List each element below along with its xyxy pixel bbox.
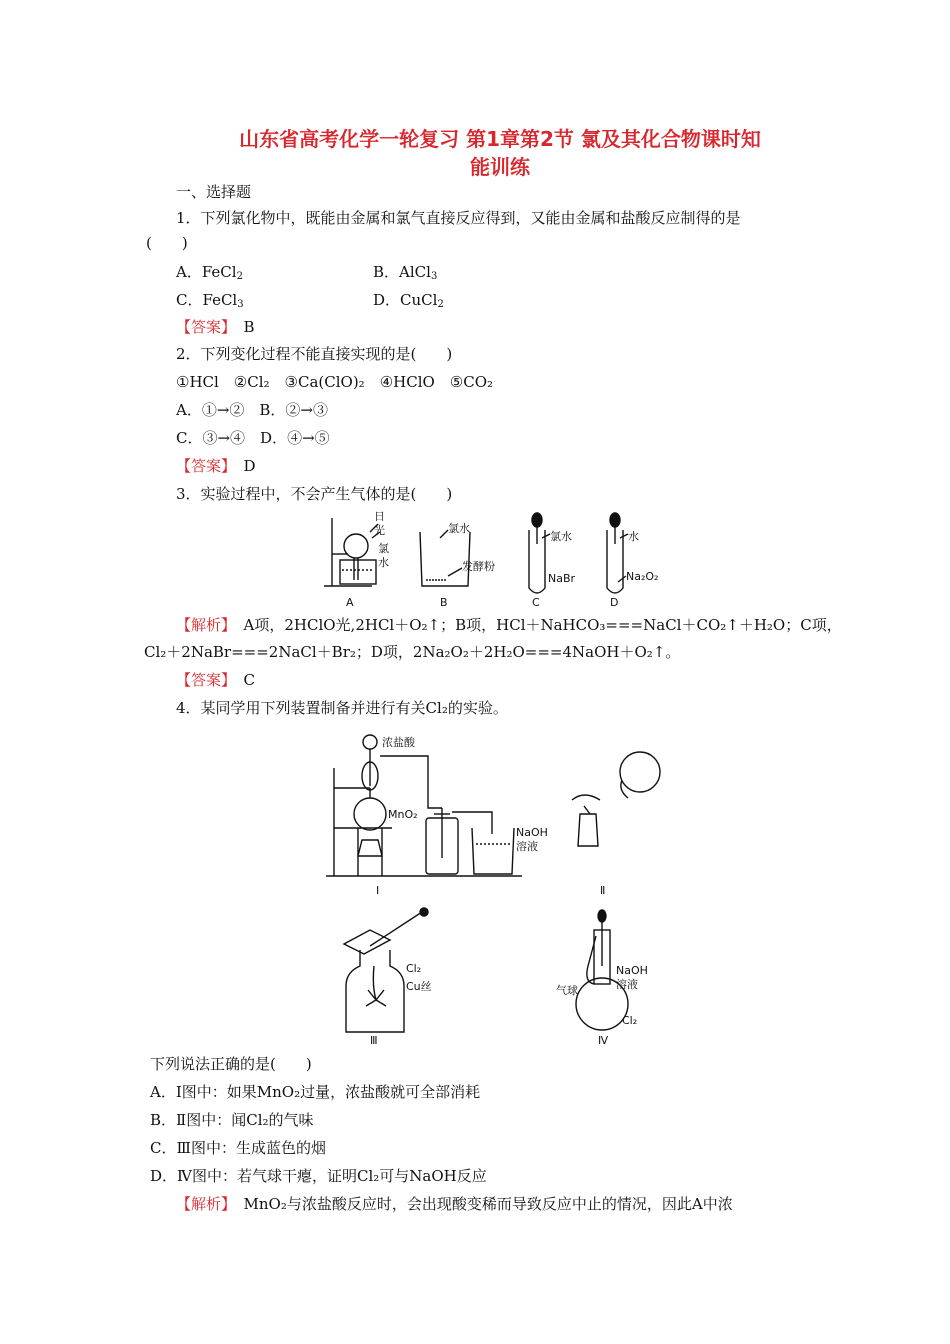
q4-figure-bottom — [330, 906, 670, 1046]
q1-option-a: A．FeCl$_2$ — [176, 263, 243, 282]
q2-answer: 【答案】 D — [176, 457, 256, 475]
doc-title-line1: 山东省高考化学一轮复习 第1章第2节 氯及其化合物课时知 — [239, 127, 761, 151]
q1-stem: 1．下列氯化物中，既能由金属和氯气直接反应得到，又能由金属和盐酸反应制得的是 — [176, 209, 741, 227]
svg-text:光: 光 — [374, 524, 385, 537]
q3-figure — [320, 510, 670, 612]
q3-stem: 3．实验过程中，不会产生气体的是( ) — [176, 485, 453, 503]
svg-text:日: 日 — [374, 510, 385, 523]
svg-text:气球: 气球 — [556, 984, 578, 997]
svg-text:水: 水 — [628, 530, 639, 543]
q4-option-d: D．Ⅳ图中：若气球干瘪，证明Cl₂可与NaOH反应 — [150, 1167, 487, 1185]
svg-text:NaBr: NaBr — [548, 572, 576, 585]
section-heading: 一、选择题 — [176, 183, 252, 201]
svg-text:氯水: 氯水 — [448, 522, 470, 535]
q2-items: ①HCl ②Cl₂ ③Ca(ClO)₂ ④HClO ⑤CO₂ — [176, 373, 494, 391]
svg-text:发酵粉: 发酵粉 — [462, 560, 495, 573]
q1-answer: 【答案】 B — [176, 318, 255, 336]
q4-figure-top — [322, 728, 672, 898]
q3-answer: 【答案】 C — [176, 671, 256, 689]
svg-text:Ⅱ: Ⅱ — [600, 884, 606, 897]
q1-option-c: C．FeCl$_3$ — [176, 291, 244, 310]
svg-text:C: C — [532, 596, 540, 609]
q3-analysis-line2: Cl₂＋2NaBr===2NaCl＋Br₂；D项，2Na₂O₂＋2H₂O===4NaOH＋O₂↑。 — [144, 643, 681, 661]
q2-options-cd: C．③→④ D．④→⑤ — [176, 429, 330, 447]
svg-text:Na₂O₂: Na₂O₂ — [626, 570, 659, 583]
doc-title-line2: 能训练 — [470, 155, 530, 179]
q4-stem: 4．某同学用下列装置制备并进行有关Cl₂的实验。 — [176, 699, 508, 717]
q1-paren: ( ) — [146, 234, 188, 252]
svg-text:浓盐酸: 浓盐酸 — [382, 736, 415, 749]
q2-stem: 2．下列变化过程不能直接实现的是( ) — [176, 345, 453, 363]
svg-text:氯水: 氯水 — [550, 530, 572, 543]
svg-text:Ⅳ: Ⅳ — [598, 1034, 609, 1046]
svg-text:A: A — [346, 596, 354, 609]
svg-text:D: D — [610, 596, 619, 609]
svg-text:水: 水 — [378, 556, 389, 569]
svg-text:MnO₂: MnO₂ — [388, 808, 418, 821]
q4-option-a: A．Ⅰ图中：如果MnO₂过量，浓盐酸就可全部消耗 — [150, 1083, 481, 1101]
q2-options-ab: A．①→② B．②→③ — [176, 401, 328, 419]
q4-option-b: B．Ⅱ图中：闻Cl₂的气味 — [150, 1111, 314, 1129]
q4-ask: 下列说法正确的是( ) — [150, 1055, 312, 1073]
svg-text:Ⅲ: Ⅲ — [370, 1034, 378, 1046]
q4-analysis: 【解析】 MnO₂与浓盐酸反应时，会出现酸变稀而导致反应中止的情况，因此A中浓 — [176, 1195, 733, 1213]
svg-text:NaOH: NaOH — [616, 964, 648, 977]
q4-option-c: C．Ⅲ图中：生成蓝色的烟 — [150, 1139, 326, 1157]
svg-text:氯: 氯 — [378, 542, 389, 555]
svg-text:Cl₂: Cl₂ — [622, 1014, 638, 1027]
svg-text:B: B — [440, 596, 448, 609]
svg-text:Cl₂: Cl₂ — [406, 962, 422, 975]
q1-option-b: B．AlCl$_3$ — [373, 263, 438, 282]
svg-text:Cu丝: Cu丝 — [406, 980, 432, 993]
q1-option-d: D．CuCl$_2$ — [373, 291, 444, 310]
svg-text:溶液: 溶液 — [516, 840, 538, 853]
q3-analysis-line1: 【解析】 A项，2HClO光,2HCl＋O₂↑；B项，HCl＋NaHCO₃===NaCl＋CO₂↑＋H₂O；C项， — [176, 616, 842, 634]
svg-text:Ⅰ: Ⅰ — [376, 884, 380, 897]
svg-text:NaOH: NaOH — [516, 826, 548, 839]
svg-text:溶液: 溶液 — [616, 978, 638, 991]
